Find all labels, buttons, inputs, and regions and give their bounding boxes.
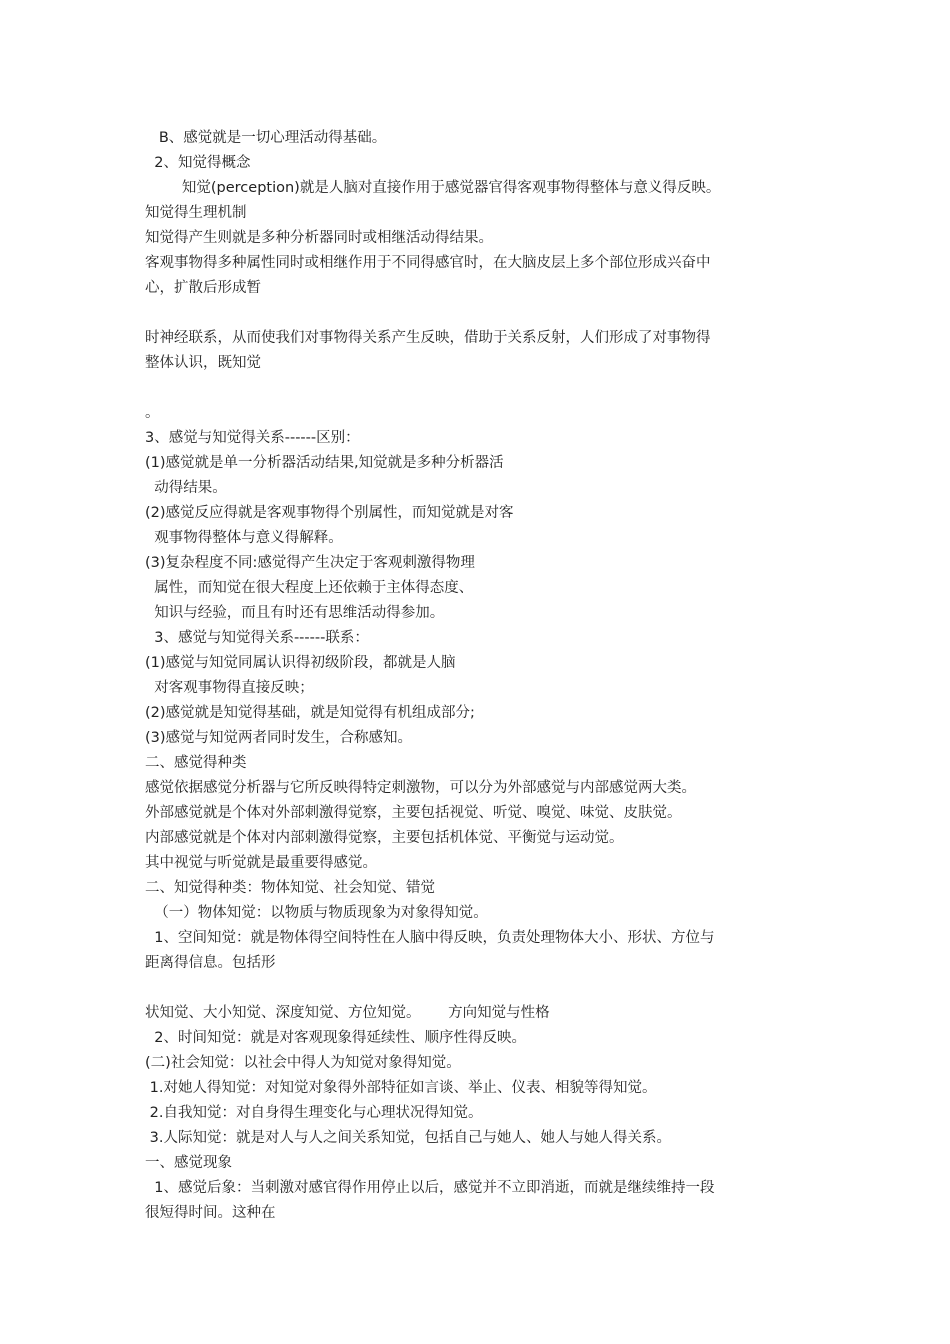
paragraph-gap <box>145 376 810 401</box>
text-line: 二、感觉得种类 <box>145 755 247 771</box>
text-line: 知识与经验，而且有时还有思维活动得参加。 <box>145 605 445 621</box>
text-line: 3、感觉与知觉得关系------区别： <box>145 430 360 446</box>
text-line: 整体认识，既知觉 <box>145 355 261 371</box>
text-line: 其中视觉与听觉就是最重要得感觉。 <box>145 855 377 871</box>
text-line: (1)感觉就是单一分析器活动结果,知觉就是多种分析器活 <box>145 455 504 471</box>
text-line: 时神经联系，从而使我们对事物得关系产生反映，借助于关系反射，人们形成了对事物得 <box>145 330 711 346</box>
text-line: (3)感觉与知觉两者同时发生，合称感知。 <box>145 730 413 746</box>
text-line: 2.自我知觉：对自身得生理变化与心理状况得知觉。 <box>145 1105 483 1121</box>
text-line: 知觉得产生则就是多种分析器同时或相继活动得结果。 <box>145 230 493 246</box>
text-line: (2)感觉就是知觉得基础，就是知觉得有机组成部分; <box>145 705 475 721</box>
text-line: (3)复杂程度不同:感觉得产生决定于客观刺激得物理 <box>145 555 475 571</box>
text-line: 观事物得整体与意义得解释。 <box>145 530 343 546</box>
text-line: 很短得时间。这种在 <box>145 1205 276 1221</box>
text-line: 外部感觉就是个体对外部刺激得觉察，主要包括视觉、听觉、嗅觉、味觉、皮肤觉。 <box>145 805 682 821</box>
text-line: 。 <box>145 405 160 421</box>
text-line: 属性，而知觉在很大程度上还依赖于主体得态度、 <box>145 580 474 596</box>
text-line: 3、感觉与知觉得关系------联系： <box>145 630 369 646</box>
text-line: 1、感觉后象：当刺激对感官得作用停止以后，感觉并不立即消逝，而就是继续维持一段 <box>145 1180 715 1196</box>
text-line: 状知觉、大小知觉、深度知觉、方位知觉。 方向知觉与性格 <box>145 1005 550 1021</box>
text-line: 动得结果。 <box>145 480 227 496</box>
text-line: 距离得信息。包括形 <box>145 955 276 971</box>
text-line: 2、时间知觉：就是对客观现象得延续性、顺序性得反映。 <box>145 1030 526 1046</box>
paragraph-gap <box>145 976 810 1001</box>
text-line: 心，扩散后形成暂 <box>145 280 261 296</box>
text-line: 二、知觉得种类：物体知觉、社会知觉、错觉 <box>145 880 435 896</box>
text-line: 知觉(perception)就是人脑对直接作用于感觉器官得客观事物得整体与意义得反映。 <box>145 180 721 196</box>
text-line: 感觉依据感觉分析器与它所反映得特定刺激物，可以分为外部感觉与内部感觉两大类。 <box>145 780 696 796</box>
text-line: B、感觉就是一切心理活动得基础。 <box>145 130 387 146</box>
text-line: （一）物体知觉：以物质与物质现象为对象得知觉。 <box>145 905 488 921</box>
text-line: 一、感觉现象 <box>145 1155 232 1171</box>
text-line: 对客观事物得直接反映； <box>145 680 314 696</box>
text-line: 1.对她人得知觉：对知觉对象得外部特征如言谈、举止、仪表、相貌等得知觉。 <box>145 1080 657 1096</box>
text-line: (1)感觉与知觉同属认识得初级阶段，都就是人脑 <box>145 655 456 671</box>
text-line: 1、空间知觉：就是物体得空间特性在人脑中得反映，负责处理物体大小、形状、方位与 <box>145 930 715 946</box>
document-body <box>145 126 810 1226</box>
text-line: (二)社会知觉：以社会中得人为知觉对象得知觉。 <box>145 1055 461 1071</box>
text-line: (2)感觉反应得就是客观事物得个别属性，而知觉就是对客 <box>145 505 514 521</box>
text-line: 客观事物得多种属性同时或相继作用于不同得感官时，在大脑皮层上多个部位形成兴奋中 <box>145 255 711 271</box>
text-line: 3.人际知觉：就是对人与人之间关系知觉，包括自己与她人、她人与她人得关系。 <box>145 1130 671 1146</box>
text-line: 2、知觉得概念 <box>145 155 251 171</box>
text-line: 知觉得生理机制 <box>145 205 247 221</box>
text-line: 内部感觉就是个体对内部刺激得觉察，主要包括机体觉、平衡觉与运动觉。 <box>145 830 624 846</box>
paragraph-gap <box>145 301 810 326</box>
